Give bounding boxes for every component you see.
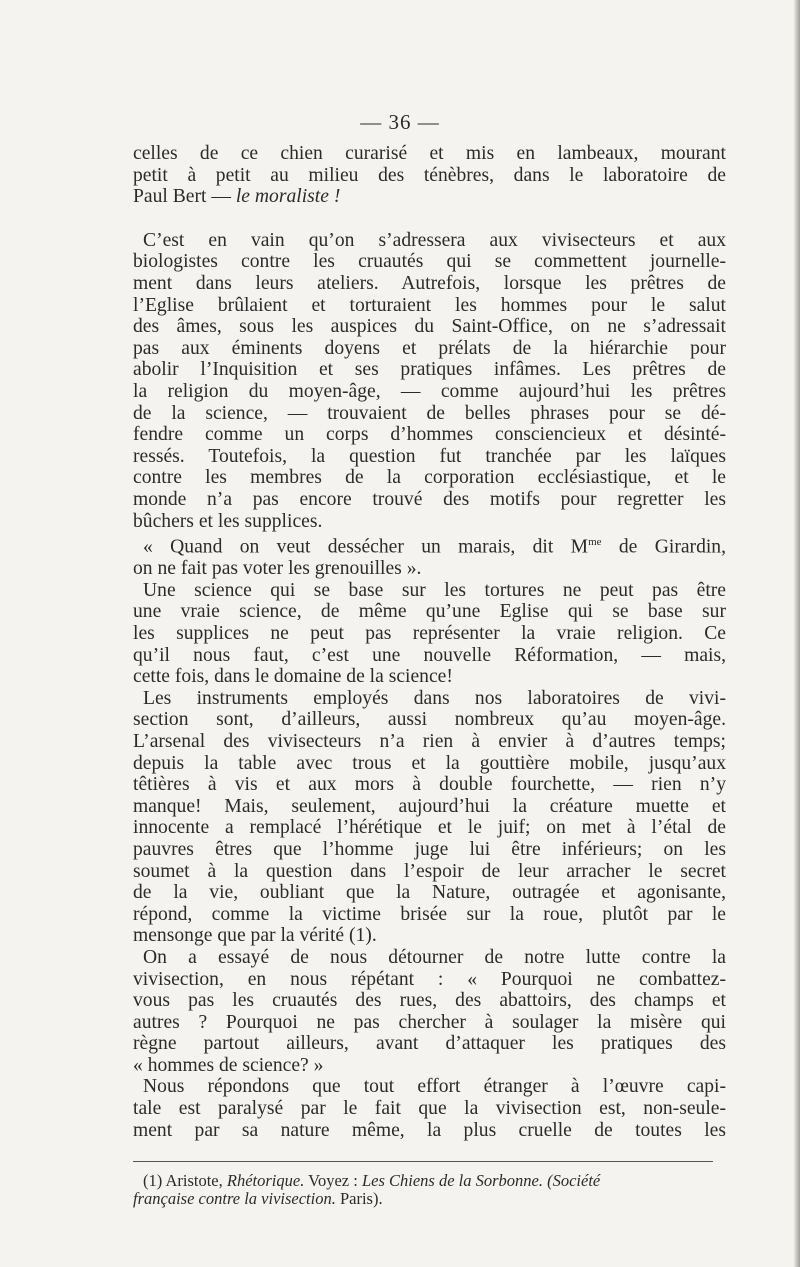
text-line: L’arsenal des vivisecteurs n’a rien à envier à d’autres temps; (133, 730, 726, 752)
body-text (133, 143, 726, 1141)
text-line: ment par sa nature même, la plus cruelle de toutes les (133, 1119, 726, 1141)
text-line: tale est paralysé par le fait que la vivisection est, non-seule- (133, 1098, 726, 1120)
text-line: la religion du moyen-âge, — comme aujourd’hui les prêtres (133, 380, 726, 402)
text-line: bûchers et les supplices. (133, 510, 323, 532)
text-line: soumet à la question dans l’espoir de leur arracher le secret (133, 860, 726, 882)
text-line: ressés. Toutefois, la question fut tranchée par les laïques (133, 445, 726, 467)
text-line: têtières à vis et aux mors à double fourchette, — rien n’y (133, 774, 726, 796)
text-line: une vraie science, de même qu’une Eglise qui se base sur (133, 601, 726, 623)
text-line: section sont, d’ailleurs, aussi nombreux qu’au moyen-âge. (133, 709, 726, 731)
text-line: des âmes, sous les auspices du Saint-Office, on ne s’adressait (133, 316, 726, 338)
text-line: abolir l’Inquisition et ses pratiques infâmes. Les prêtres de (133, 359, 726, 381)
text-segment: (1) Aristote, (143, 1171, 227, 1190)
italic-segment: Les Chiens de la Sorbonne. (Société (361, 1171, 601, 1190)
text-line: de la science, — trouvaient de belles phrases pour se dé- (133, 402, 726, 424)
text-line: contre les membres de la corporation ecclésiastique, et le (133, 467, 726, 489)
text-line: l’Eglise brûlaient et torturaient les hommes pour le salut (133, 294, 726, 316)
text-line: mensonge que par la vérité (1). (133, 925, 377, 947)
text-segment: Voyez : (304, 1171, 362, 1190)
superscript: me (588, 536, 602, 549)
text-line: pas aux éminents doyens et prélats de la hiérarchie pour (133, 337, 726, 359)
footnote-divider (133, 1161, 713, 1162)
text-line (133, 532, 726, 558)
text-line: « hommes de science? » (133, 1054, 324, 1076)
text-segment: « Quand on veut dessécher un marais, dit M (143, 536, 589, 558)
page-edge-shadow (794, 0, 800, 1267)
text-line: celles de ce chien curarisé et mis en lambeaux, mourant (133, 143, 726, 164)
text-line: monde n’a pas encore trouvé des motifs pour regretter les (133, 488, 726, 510)
text-line: C’est en vain qu’on s’adressera aux vivisecteurs et aux (143, 229, 726, 251)
text-line: autres ? Pourquoi ne pas chercher à soulager la misère qui (133, 1011, 726, 1033)
text-line: ment dans leurs ateliers. Autrefois, lorsque les prêtres de (133, 272, 726, 294)
text-line: pauvres êtres que l’homme juge lui être inférieurs; on les (133, 838, 726, 860)
footnote (133, 1172, 726, 1208)
text-line: Nous répondons que tout effort étranger à l’œuvre capi- (143, 1076, 726, 1098)
footnote-line (133, 1172, 726, 1190)
text-line: depuis la table avec trous et la gouttière mobile, jusqu’aux (133, 752, 726, 774)
text-line: règne partout ailleurs, avant d’attaquer les pratiques des (133, 1033, 726, 1055)
text-line: répond, comme la victime brisée sur la roue, plutôt par le (133, 903, 726, 925)
text-line: On a essayé de nous détourner de notre lutte contre la (143, 946, 726, 968)
text-line: Les instruments employés dans nos laboratoires de vivi- (143, 687, 726, 709)
text-line: vous pas les cruautés des rues, des abattoirs, des champs et (133, 990, 726, 1012)
text-segment: Paris). (335, 1189, 383, 1208)
text-line: Une science qui se base sur les tortures ne peut pas être (143, 579, 726, 601)
italic-segment: française contre la vivisection. (133, 1189, 336, 1208)
text-line: manque! Mais, seulement, aujourd’hui la créature muette et (133, 795, 726, 817)
text-line: innocente a remplacé l’hérétique et le juif; on met à l’étal de (133, 817, 726, 839)
text-line: on ne fait pas voter les grenouilles ». (133, 558, 422, 580)
text-segment: de Girardin, (601, 536, 727, 558)
text-line: les supplices ne peut pas représenter la vraie religion. Ce (133, 623, 726, 644)
text-line: cette fois, dans le domaine de la science! (133, 666, 453, 688)
paragraph-gap (133, 208, 726, 230)
italic-segment: Rhétorique. (226, 1171, 305, 1190)
text-line: fendre comme un corps d’hommes consciencieux et désinté- (133, 424, 726, 446)
text-line: vivisection, en nous répétant : « Pourquoi ne combattez- (133, 968, 726, 990)
text-segment: Paul Bert — (133, 186, 236, 208)
text-line: qu’il nous faut, c’est une nouvelle Réformation, — mais, (133, 644, 726, 666)
text-line: de la vie, oubliant que la Nature, outragée et agonisante, (133, 882, 726, 904)
footnote-line (133, 1190, 726, 1208)
text-line: biologistes contre les cruautés qui se commettent journelle- (133, 251, 726, 273)
text-line (133, 186, 726, 208)
page-number: — 36 — (360, 110, 440, 134)
italic-segment: le moraliste ! (235, 186, 341, 208)
text-line: petit à petit au milieu des ténèbres, dans le laboratoire de (133, 164, 726, 186)
